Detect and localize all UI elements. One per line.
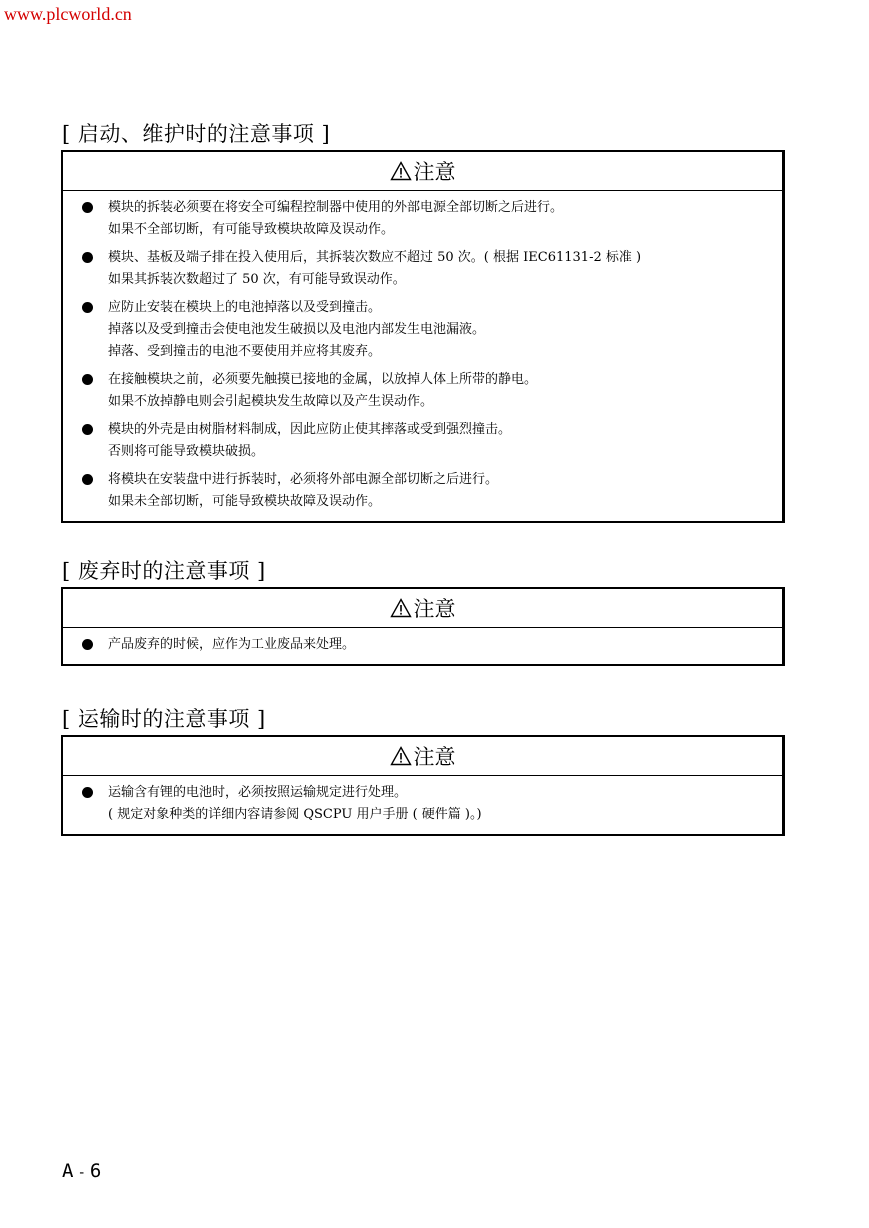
page-prefix: A xyxy=(62,1160,74,1182)
list-item xyxy=(63,419,782,463)
page-number xyxy=(62,1160,101,1182)
list-item-text: 掉落、受到撞击的电池不要使用并应将其废弃。 xyxy=(108,344,382,359)
list-item-text: 如果其拆装次数超过了 50 次，有可能导致误动作。 xyxy=(108,272,406,287)
caution-list xyxy=(63,191,782,521)
caution-header xyxy=(63,589,782,628)
list-item xyxy=(63,369,782,413)
list-item-text: 产品废弃的时候，应作为工业废品来处理。 xyxy=(108,637,356,652)
bullet-icon xyxy=(82,424,93,435)
list-item-text: 应防止安装在模块上的电池掉落以及受到撞击。 xyxy=(108,300,382,315)
caution-list xyxy=(63,628,782,664)
list-item xyxy=(63,469,782,513)
page-dash: - xyxy=(77,1165,86,1181)
list-item-text: 如果未全部切断，可能导致模块故障及误动作。 xyxy=(108,494,382,509)
list-item-text: 模块的拆装必须要在将安全可编程控制器中使用的外部电源全部切断之后进行。 xyxy=(108,200,564,215)
list-item-text: 否则将可能导致模块破损。 xyxy=(108,444,265,459)
section-title-disposal: [ 废弃时的注意事项 ] xyxy=(62,559,266,583)
section-title-transport: [ 运输时的注意事项 ] xyxy=(62,707,266,731)
list-item-text: 如果不全部切断，有可能导致模块故障及误动作。 xyxy=(108,222,395,237)
list-item-text: ( 规定对象种类的详细内容请参阅 QSCPU 用户手册 ( 硬件篇 )。) xyxy=(108,807,482,822)
list-item-text: 如果不放掉静电则会引起模块发生故障以及产生误动作。 xyxy=(108,394,434,409)
bullet-icon xyxy=(82,202,93,213)
bullet-icon xyxy=(82,474,93,485)
list-item-text: 将模块在安装盘中进行拆装时，必须将外部电源全部切断之后进行。 xyxy=(108,472,499,487)
list-item-text: 掉落以及受到撞击会使电池发生破损以及电池内部发生电池漏液。 xyxy=(108,322,486,337)
list-item xyxy=(63,634,782,656)
page-number-value: 6 xyxy=(89,1160,102,1182)
section-title-startup-maintenance: [ 启动、维护时的注意事项 ] xyxy=(62,122,331,146)
caution-label: 注意 xyxy=(413,745,456,769)
watermark: www.plcworld.cn xyxy=(4,4,132,24)
caution-box-disposal xyxy=(61,587,785,666)
list-item-text: 模块的外壳是由树脂材料制成，因此应防止使其摔落或受到强烈撞击。 xyxy=(108,422,512,437)
bullet-icon xyxy=(82,374,93,385)
caution-box-startup-maintenance xyxy=(61,150,785,523)
list-item xyxy=(63,247,782,291)
caution-list xyxy=(63,776,782,834)
list-item-text: 在接触模块之前，必须要先触摸已接地的金属，以放掉人体上所带的静电。 xyxy=(108,372,538,387)
warning-triangle-icon xyxy=(390,598,412,618)
bullet-icon xyxy=(82,787,93,798)
list-item xyxy=(63,297,782,363)
caution-header xyxy=(63,737,782,776)
caution-header xyxy=(63,152,782,191)
list-item xyxy=(63,782,782,826)
caution-label: 注意 xyxy=(413,597,456,621)
bullet-icon xyxy=(82,302,93,313)
warning-triangle-icon xyxy=(390,161,412,181)
caution-label: 注意 xyxy=(413,160,456,184)
warning-triangle-icon xyxy=(390,746,412,766)
caution-box-transport xyxy=(61,735,785,836)
bullet-icon xyxy=(82,639,93,650)
list-item-text: 运输含有锂的电池时，必须按照运输规定进行处理。 xyxy=(108,785,408,800)
list-item-text: 模块、基板及端子排在投入使用后，其拆装次数应不超过 50 次。( 根据 IEC61131-2 标准 ) xyxy=(108,250,642,265)
list-item xyxy=(63,197,782,241)
bullet-icon xyxy=(82,252,93,263)
